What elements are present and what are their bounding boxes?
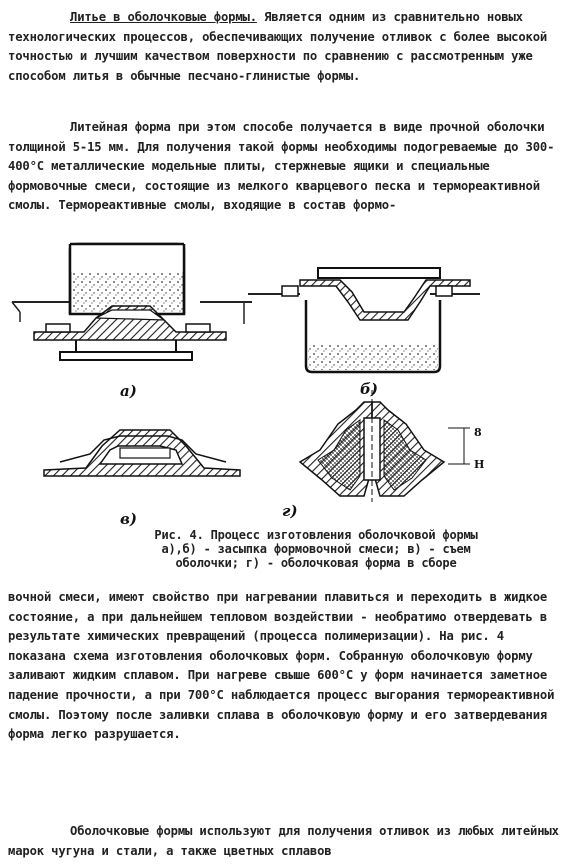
caption-line-1: Рис. 4. Процесс изготовления оболочковой формы [154,528,478,542]
figure-label-a: а) [120,382,137,400]
figure-label-b: б) [360,380,378,398]
figure-a-drawing [12,244,252,360]
paragraph-polymerization: вочной смеси, имеют свойство при нагревании плавиться и переходить в жидкое состояние, а при дальнейшем тепловом воздействии - необратимо отвердевать в результате химических превращений (процесса полимеризации). На рис. 4 показана схема изготовления оболочковых форм. Собранную оболочковую форму заливают жидким сплавом. При нагреве свыше 600°С у форм начинается заметное падение прочности, а при 700°С наблюдается процесс выгорания термореактивной смолы. Поэтому после заливки сплава в оболочковую форму и его затвердевания форма легко разрушается. [8,590,555,742]
figure-c-drawing [44,430,240,476]
figure-d-drawing [300,390,470,502]
paragraph-text: Является одним из сравнительно новых технологических процессов, обеспечивающих получение отливок с более высокой точностью и лучшим качеством поверхности по сравнению с рассмотренным уже способом литья в обычные песчано-глинистые формы. [8,10,548,83]
caption-line-2: а),б) - засыпка формовочной смеси; в) - съем [161,542,471,556]
figure-b-drawing [248,268,480,372]
dimension-label-top: 8 [474,426,482,439]
paragraph-mold-description: Литейная форма при этом способе получается в виде прочной оболочки толщиной 5-15 мм. Для получения такой формы необходимы подогреваемые до 300-400°С металлические модельные плиты, стержневые ящики и специальные формовочные смеси, состоящие из мелкого кварцевого песка и термореактивной смолы. Термореактивные смолы, входящие в состав формо- [8,120,555,213]
section-heading: Литье в оболочковые формы. [70,10,257,24]
paragraph-applications: Оболочковые формы используют для получения отливок из любых литейных марок чугуна и стали, а также цветных сплавов [8,824,559,858]
caption-line-3: оболочки; г) - оболочковая форма в сборе [175,556,457,570]
figure-caption [96,528,536,570]
dimension-label-bottom: H [474,458,485,471]
paragraph-shell-casting-intro [8,8,566,86]
figure-drawing [0,240,574,530]
figure-label-d: г) [282,502,298,520]
figure-label-c: в) [120,510,137,528]
